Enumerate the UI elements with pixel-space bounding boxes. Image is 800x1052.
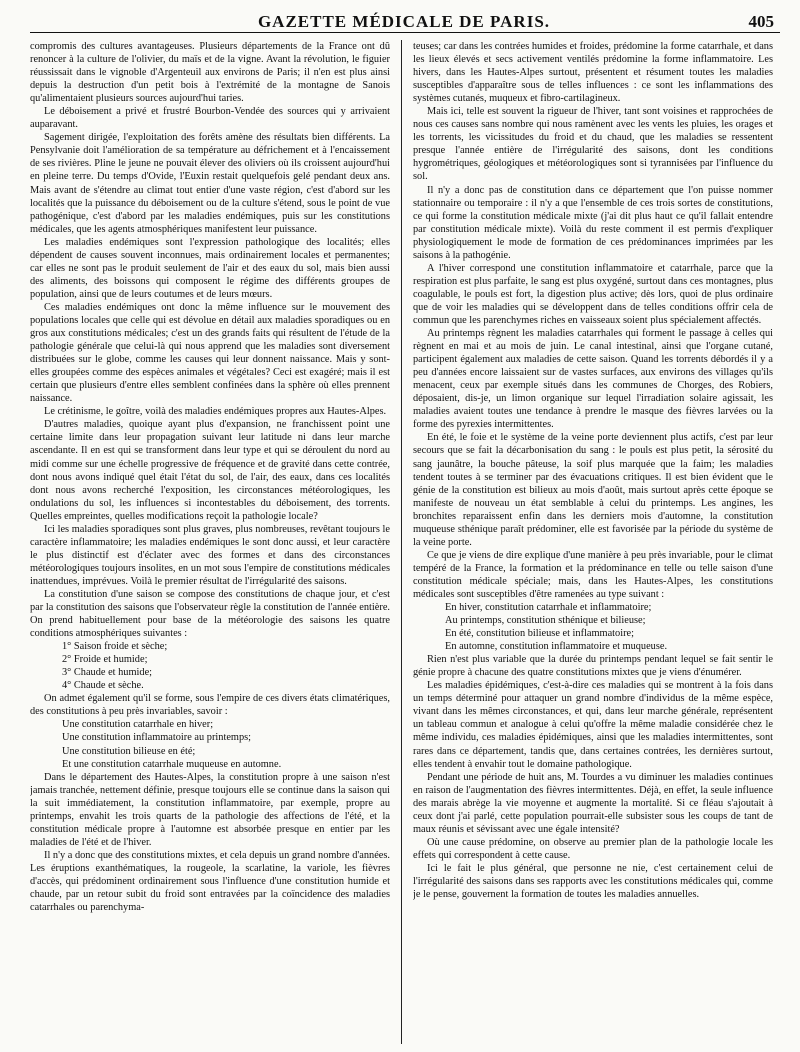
- paragraph: La constitution d'une saison se compose des constitutions de chaque jour, et c'est par la constitution des saisons que l'observateur règle la constitution de l'année entière. On prend habituellement pour base de la météorologie des saisons les quatre conditions atmosphériques suivantes :: [30, 588, 390, 640]
- header-rule: [30, 32, 780, 33]
- list-item: 3° Chaude et humide;: [62, 667, 153, 679]
- paragraph: Il n'y a donc que des constitutions mixtes, et cela depuis un grand nombre d'années. Les éruptions exanthématiques, la rougeole, la scarlatine, la variole, les fièvres d'accès, qui prédominent ordinairement sous l'influence d'une constitution humide et chaude, par un retour subit du froid sont entravées par la coïncidence des maladies catarrhales ou parenchyma-: [30, 849, 390, 914]
- paragraph: D'autres maladies, quoique ayant plus d'expansion, ne franchissent point une certaine limite dans leur propagation suivant leur latitude ni dans leur marche ascendante. Il en est qui se transforment dans leur type et qui se déroulent du nord au midi comme sur une échelle progressive de fréquence et de gravité dans cette contrée, dont nous avons indiqué quel était l'état du sol, de l'air, des eaux, dans ces localités dont nous avons recherché l'exposition, les circonstances météorologiques, les ondulations du sol, les influences si incontestables du déboisement, des torrents. Quelles empreintes, quelles modifications reçoit la pathologie locale?: [30, 419, 390, 522]
- list-item: 2° Froide et humide;: [62, 654, 148, 666]
- paragraph: Rien n'est plus variable que la durée du printemps pendant lequel se fait sentir le génie propre à chacune des quatre constitutions mixtes que je viens d'énumérer.: [413, 654, 773, 679]
- column-divider: [401, 40, 402, 1044]
- list-item: Une constitution catarrhale en hiver;: [62, 719, 214, 731]
- list-item: Et une constitution catarrhale muqueuse en automne.: [62, 758, 282, 770]
- paragraph: Ici les maladies sporadiques sont plus graves, plus nombreuses, revêtant toujours le caractère inflammatoire; les maladies endémiques le sont donc aussi, et leur caractère le plus distinctif est d'éclater avec des formes et dans des circonstances météorologiques toujours insolites, en un mot sous l'empire de constitutions médicales inattendues, imprévues. Voilà le premier résultat de l'irrégularité des saisons.: [30, 523, 390, 587]
- paragraph: Le déboisement a privé et frustré Bourbon-Vendée des sources qui y arrivaient auparavant.: [30, 106, 390, 131]
- page-number: 405: [748, 12, 774, 31]
- right-column: [413, 40, 773, 1044]
- paragraph: Où une cause prédomine, on observe au premier plan de la pathologie locale les effets qui correspondent à cette cause.: [413, 836, 773, 861]
- paragraph: Ici le fait le plus général, que personne ne nie, c'est certainement celui de l'irrégularité des saisons dans ses rapports avec les constitutions médicales qui, comme je le pense, gouvernent la formation de toutes les maladies annuelles.: [413, 862, 773, 901]
- list-item: Une constitution bilieuse en été;: [62, 745, 196, 757]
- paragraph: Ces maladies endémiques ont donc la même influence sur le mouvement des populations locales que celle qui est dévolue en détail aux maladies sporadiques ou en gros aux constitutions médicales; c'est un des grands faits qui résultent de l'étude de la pathologie générale que celui-là qui nous apprend que les maladies sont diversement distribuées sur le globe, comme les causes qui leur donnent naissance. Mais y sont-elles groupées comme des espèces animales et végétales? Ceci est exagéré; mais il est certain que plusieurs d'entre elles semblent confinées dans la sphère où elles prennent naissance.: [30, 301, 390, 405]
- list-item: 1° Saison froide et sèche;: [62, 641, 168, 653]
- journal-title: GAZETTE MÉDICALE DE PARIS.: [257, 12, 551, 31]
- paragraph: Dans le département des Hautes-Alpes, la constitution propre à une saison n'est jamais tranchée, nettement définie, presque toujours elle se continue dans la saison qui la suit immédiatement, la constitution inflammatoire, par exemple, propre au printemps, envahit les trois quarts de la pathologie des affections de l'été, et la constitution médicale propre à l'automne est absorbée presque en entier par les maladies de l'été et de l'hiver.: [30, 771, 390, 848]
- paragraph: Les maladies endémiques sont l'expression pathologique des localités; elles dépendent de causes souvent inconnues, mais ordinairement locales et permanentes; car elles ne sont pas le produit seulement de l'air et des eaux du sol, mais bien aussi des aliments, des boissons qui composent le régime des différents groupes de population, ainsi que de leurs coutumes et de leurs mœurs.: [30, 236, 390, 300]
- paragraph: teuses; car dans les contrées humides et froides, prédomine la forme catarrhale, et dans les lieux élevés et secs activement ventilés prédomine la forme inflammatoire. Les hivers, dans les Hautes-Alpes surtout, présentent et résument toutes les maladies susceptibles d'apparaître sous de telles influences : ce sont les inflammations des systèmes cutanés, muqueux et fibro-cartilagineux.: [413, 41, 773, 105]
- paragraph: Les maladies épidémiques, c'est-à-dire ces maladies qui se montrent à la fois dans un temps déterminé pour attaquer un grand nombre d'individus de la même espèce, vivant dans les mêmes circonstances, et qui, dans leur marche générale, représentent un tableau commun et analogue à celui qu'offre la même maladie considérée chez le même individu, ces maladies épidémiques, ainsi que les maladies intermittentes, sont rares dans ce département, tandis que, dans certaines contrées, les dernières surtout, elles tendent à envahir tout le domaine pathologique.: [413, 680, 773, 770]
- paragraph: Ce que je viens de dire explique d'une manière à peu près invariable, pour le climat tempéré de la France, la formation et la prédominance en telle ou telle saison d'une constitution médicale spéciale; mais, dans les Hautes-Alpes, les constitutions médicales sont susceptibles d'être ramenées au type suivant :: [413, 549, 773, 600]
- paragraph: Sagement dirigée, l'exploitation des forêts amène des résultats bien différents. La Pensylvanie doit l'amélioration de sa température au défrichement et à l'encaissement de ses rivières. Pline le jeune ne pouvait élever des oliviers où ils croissent aujourd'hui en pleine terre. Du temps d'Ovide, l'Euxin restait quelquefois gelé pendant deux ans. Mais avant de s'étendre au climat tout entier d'une vaste région, c'est d'abord sur les localités que la puissance du déboisement ou de la culture s'étend, sous le point de vue pathogénique, c'est d'abord par les maladies endémiques, puis sur les constitutions médicales, que les agents atmosphériques manifestent leur puissance.: [30, 132, 390, 235]
- paragraph: A l'hiver correspond une constitution inflammatoire et catarrhale, parce que la respiration est plus parfaite, le sang est plus oxygéné, surtout dans ces montagnes, plus coagulable, le pouls est fort, la digestion plus active; dès lors, quoi de plus ordinaire que de voir les maladies qui se développent dans de telles conditions offrir cela de commun que les parenchymes riches en vaisseaux soient plus spécialement affectés.: [413, 262, 773, 326]
- list-item: 4° Chaude et sèche.: [62, 680, 144, 692]
- paragraph: Il n'y a donc pas de constitution dans ce département que l'on puisse nommer stationnaire ou temporaire : il n'y a que l'ensemble de ces trois sortes de constitutions, ce qui forme la constitution médicale mixte (j'ai dit plus haut ce qu'il fallait entendre par constitution médicale mixte). Voilà du reste comment il est permis d'expliquer physiologiquement le mode de formation de ces prédominances imprimées par les saisons à la pathogénie.: [413, 184, 773, 261]
- list-item: En hiver, constitution catarrhale et inflammatoire;: [445, 602, 652, 614]
- running-header: [30, 12, 778, 42]
- paragraph: Le crétinisme, le goître, voilà des maladies endémiques propres aux Hautes-Alpes.: [44, 406, 387, 418]
- list-item: En été, constitution bilieuse et inflammatoire;: [445, 628, 635, 640]
- paragraph: compromis des cultures avantageuses. Plusieurs départements de la France ont dû renoncer à la culture de l'olivier, du maïs et de la vigne. Avant la révolution, le figuier réussissait dans le vignoble d'Argenteuil aux environs de Paris; il n'en est plus ainsi depuis la destruction d'un petit bois à l'extrémité de la montagne de Sanois qu'alimentaient plusieurs sources aujourd'hui taries.: [30, 41, 390, 105]
- list-item: En automne, constitution inflammatoire et muqueuse.: [445, 641, 668, 653]
- left-column: [30, 40, 390, 1044]
- paragraph: Mais ici, telle est souvent la rigueur de l'hiver, tant sont voisines et rapprochées de nous ces causes sans nombre qui nous ramènent avec les vents les pluies, les orages et les torrents, les vicissitudes du froid et du chaud, que les maladies se ressentent presque l'année entière de l'irrégularité des saisons, dont les conditions hygrométriques, géologiques et météorologiques sont si tyrannisées par l'influence du sol.: [413, 106, 773, 183]
- paragraph: Pendant une période de huit ans, M. Tourdes a vu diminuer les maladies continues en raison de l'augmentation des fièvres intermittentes. Déjà, en effet, la seule influence des marais abrège la vie moyenne et augmente la mortalité. Si ce fléau s'ajoutait à ceux dont j'ai parlé, cette population pourrait-elle subsister sous les coups de tant de maux réunis et sévissant avec une égale intensité?: [413, 771, 773, 835]
- list-item: Au printemps, constitution sthénique et bilieuse;: [445, 615, 646, 627]
- list-item: Une constitution inflammatoire au printemps;: [62, 732, 252, 744]
- paragraph: En été, le foie et le système de la veine porte deviennent plus actifs, c'est par leur secours que se fait la décarbonisation du sang : le pouls est plus petit, la sérosité du sang jaunâtre, la bouche pâteuse, la soif plus marquée que la faim; les maladies tendent toutes à se terminer par des évacuations critiques. Il est bien évident que le génie de la constitution est bilieux au mois d'août, mais surtout après cette époque se manifeste de nouveau un état semblable à celui du printemps. Les angines, les bronchites reparaissent enfin dans les derniers mois d'automne, la constitution muqueuse sthénique paraît prédominer, elle est favorisée par la période du système de la veine porte.: [413, 432, 773, 548]
- paragraph: On admet également qu'il se forme, sous l'empire de ces divers états climatériques, des constitutions à peu près invariables, savoir :: [30, 693, 390, 718]
- paragraph: Au printemps règnent les maladies catarrhales qui forment le passage à celles qui règnent en mai et au mois de juin. Le canal intestinal, ainsi que l'organe cutané, participent également aux maladies de cette saison. Quand les torrents débordés il y a peu d'années encore laissaient sur de vastes surfaces, aux environs des villages qu'ils menacent, ceux par exemple situés dans les communes de Chorges, des Robiers, déposaient, dis-je, un limon organique sur lequel l'irradiation solaire agissait, les maladies avaient toutes une tendance à prendre le masque des fièvres larvées ou la forme des pyrexies intermittentes.: [413, 328, 773, 431]
